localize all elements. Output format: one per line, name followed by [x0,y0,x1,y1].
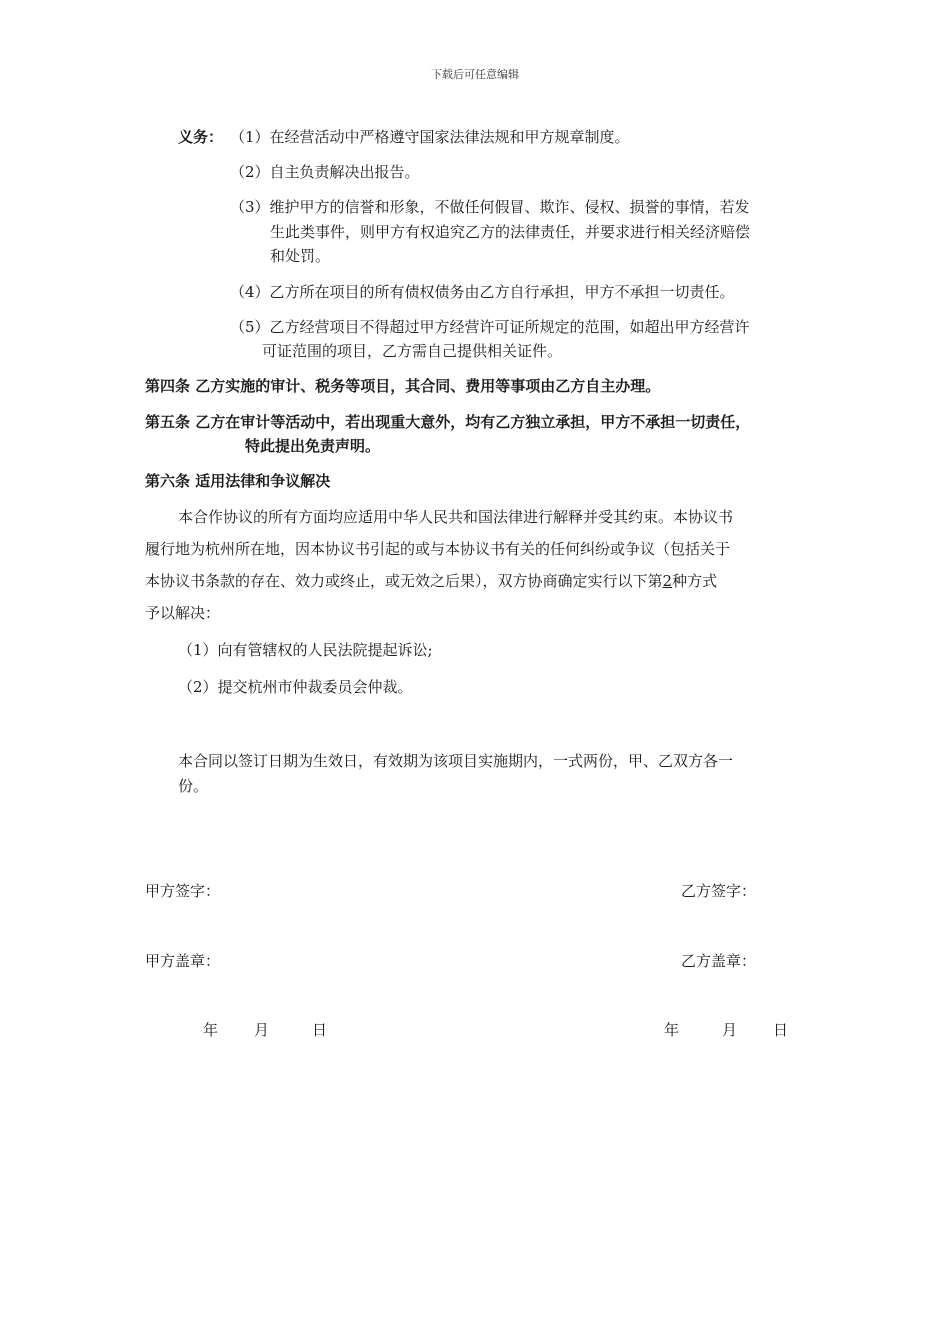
article-5-line-2: 特此提出免责声明。 [245,437,381,455]
page-header: 下载后可任意编辑 [431,68,519,81]
obligation-item-3-line-2: 生此类事件，则甲方有权追究乙方的法律责任，并要求进行相关经济赔偿 [270,223,751,241]
chosen-method-number: 2 [662,572,673,590]
obligations-label: 义务： [178,128,224,146]
party-b-date-year: 年 [664,1021,680,1039]
article-4: 第四条 乙方实施的审计、税务等项目，其合同、费用等事项由乙方自主办理。 [145,377,661,395]
party-a-seal-label: 甲方盖章： [145,952,221,970]
party-a-signature-label: 甲方签字： [145,882,221,900]
obligation-item-3-line-1: （3）维护甲方的信誉和形象，不做任何假冒、欺诈、侵权、损誉的事情，若发 [230,198,750,216]
party-b-signature-label: 乙方签字： [681,882,757,900]
article-6-para-line-3: 本协议书条款的存在、效力或终止，或无效之后果），双方协商确定实行以下第2种方式 [145,572,718,590]
obligation-item-5-line-1: （5）乙方经营项目不得超过甲方经营许可证所规定的范围，如超出甲方经营许 [230,318,750,336]
article-6-para-line-2: 履行地为杭州所在地，因本协议书引起的或与本协议书有关的任何纠纷或争议（包括关于 [145,540,731,558]
article-6-para-line-1: 本合作协议的所有方面均应适用中华人民共和国法律进行解释并受其约束。本协议书 [178,508,734,526]
validity-line-2: 份。 [178,777,209,795]
obligation-item-1: （1）在经营活动中严格遵守国家法律法规和甲方规章制度。 [230,128,630,146]
validity-line-1: 本合同以签订日期为生效日，有效期为该项目实施期内，一式两份，甲、乙双方各一 [178,752,734,770]
article-5-line-1: 第五条 乙方在审计等活动中，若出现重大意外，均有乙方独立承担，甲方不承担一切责任， [145,413,751,431]
obligation-item-2: （2）自主负责解决出报告。 [230,163,420,181]
party-b-date-month: 月 [722,1021,738,1039]
obligation-item-3-line-3: 和处罚。 [270,247,331,265]
party-b-date-day: 日 [773,1021,789,1039]
obligation-item-4: （4）乙方所在项目的所有债权债务由乙方自行承担，甲方不承担一切责任。 [230,283,735,301]
obligation-item-5-line-2: 可证范围的项目，乙方需自己提供相关证件。 [262,342,563,360]
party-a-date-month: 月 [254,1021,270,1039]
article-6-title: 第六条 适用法律和争议解决 [145,472,331,490]
dispute-option-2: （2）提交杭州市仲裁委员会仲裁。 [178,678,413,696]
party-a-date-day: 日 [312,1021,328,1039]
dispute-option-1: （1）向有管辖权的人民法院提起诉讼; [178,641,433,659]
article-6-para-line-4: 予以解决： [145,604,221,622]
party-a-date-year: 年 [203,1021,219,1039]
party-b-seal-label: 乙方盖章： [681,952,757,970]
